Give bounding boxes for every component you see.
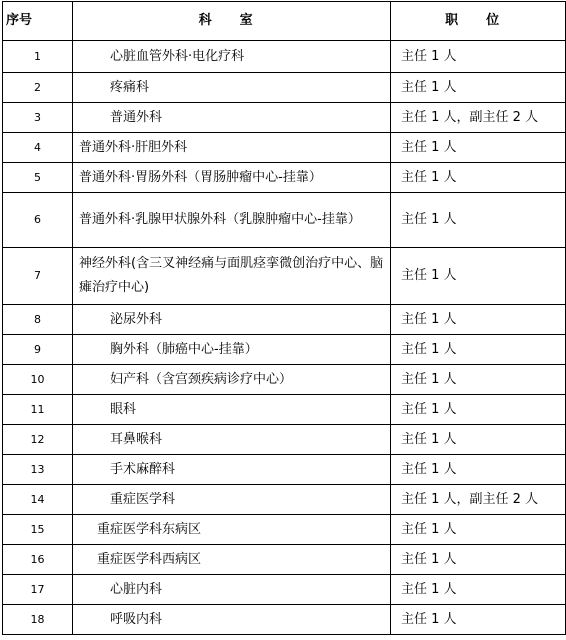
row-number: 9 <box>3 335 73 365</box>
table-row <box>3 455 566 485</box>
row-number: 1 <box>3 41 73 73</box>
table-row <box>3 605 566 635</box>
row-department: 神经外科(含三叉神经痛与面肌痉挛微创治疗中心、脑瘫治疗中心) <box>73 248 391 305</box>
row-number: 7 <box>3 248 73 305</box>
table-row <box>3 485 566 515</box>
row-position: 主任 1 人 <box>391 605 566 635</box>
row-department: 妇产科（含宫颈疾病诊疗中心） <box>73 365 391 395</box>
row-department: 呼吸内科 <box>73 605 391 635</box>
table-row <box>3 575 566 605</box>
row-position: 主任 1 人 <box>391 193 566 248</box>
row-department: 重症医学科东病区 <box>73 515 391 545</box>
row-position: 主任 1 人，副主任 2 人 <box>391 103 566 133</box>
row-number: 5 <box>3 163 73 193</box>
table-row <box>3 163 566 193</box>
table-row <box>3 41 566 73</box>
table-row <box>3 248 566 305</box>
row-position: 主任 1 人 <box>391 73 566 103</box>
row-number: 15 <box>3 515 73 545</box>
row-position: 主任 1 人 <box>391 133 566 163</box>
row-number: 3 <box>3 103 73 133</box>
row-department: 心脏血管外科·电化疗科 <box>73 41 391 73</box>
row-number: 2 <box>3 73 73 103</box>
row-position: 主任 1 人 <box>391 515 566 545</box>
row-department: 疼痛科 <box>73 73 391 103</box>
row-department: 普通外科·胃肠外科（胃肠肿瘤中心-挂靠） <box>73 163 391 193</box>
table-row <box>3 305 566 335</box>
row-department: 胸外科（肺癌中心-挂靠） <box>73 335 391 365</box>
row-number: 14 <box>3 485 73 515</box>
header-department: 科 室 <box>73 2 391 41</box>
row-position: 主任 1 人 <box>391 305 566 335</box>
table-row <box>3 73 566 103</box>
table-row <box>3 365 566 395</box>
row-position: 主任 1 人 <box>391 163 566 193</box>
row-number: 8 <box>3 305 73 335</box>
row-department: 普通外科·乳腺甲状腺外科（乳腺肿瘤中心-挂靠） <box>73 193 391 248</box>
row-department: 重症医学科 <box>73 485 391 515</box>
row-position: 主任 1 人 <box>391 575 566 605</box>
row-department: 心脏内科 <box>73 575 391 605</box>
row-position: 主任 1 人 <box>391 365 566 395</box>
row-position: 主任 1 人 <box>391 248 566 305</box>
row-department: 眼科 <box>73 395 391 425</box>
row-number: 11 <box>3 395 73 425</box>
header-number: 序号 <box>3 2 73 41</box>
row-number: 4 <box>3 133 73 163</box>
table-row <box>3 425 566 455</box>
row-position: 主任 1 人 <box>391 335 566 365</box>
table-row <box>3 515 566 545</box>
row-position: 主任 1 人 <box>391 41 566 73</box>
table-row <box>3 193 566 248</box>
table-row <box>3 133 566 163</box>
table-row <box>3 395 566 425</box>
row-position: 主任 1 人 <box>391 395 566 425</box>
row-department: 普通外科 <box>73 103 391 133</box>
row-number: 16 <box>3 545 73 575</box>
table-row <box>3 103 566 133</box>
row-number: 10 <box>3 365 73 395</box>
row-department: 耳鼻喉科 <box>73 425 391 455</box>
row-position: 主任 1 人 <box>391 425 566 455</box>
row-department: 泌尿外科 <box>73 305 391 335</box>
header-position: 职 位 <box>391 2 566 41</box>
positions-table <box>2 1 566 635</box>
row-number: 12 <box>3 425 73 455</box>
table-row <box>3 335 566 365</box>
table-row <box>3 545 566 575</box>
row-position: 主任 1 人 <box>391 545 566 575</box>
row-department: 重症医学科西病区 <box>73 545 391 575</box>
row-department: 普通外科·肝胆外科 <box>73 133 391 163</box>
table-header-row <box>3 2 566 41</box>
row-number: 18 <box>3 605 73 635</box>
row-number: 13 <box>3 455 73 485</box>
row-number: 17 <box>3 575 73 605</box>
row-number: 6 <box>3 193 73 248</box>
row-department: 手术麻醉科 <box>73 455 391 485</box>
row-position: 主任 1 人 <box>391 455 566 485</box>
row-position: 主任 1 人，副主任 2 人 <box>391 485 566 515</box>
